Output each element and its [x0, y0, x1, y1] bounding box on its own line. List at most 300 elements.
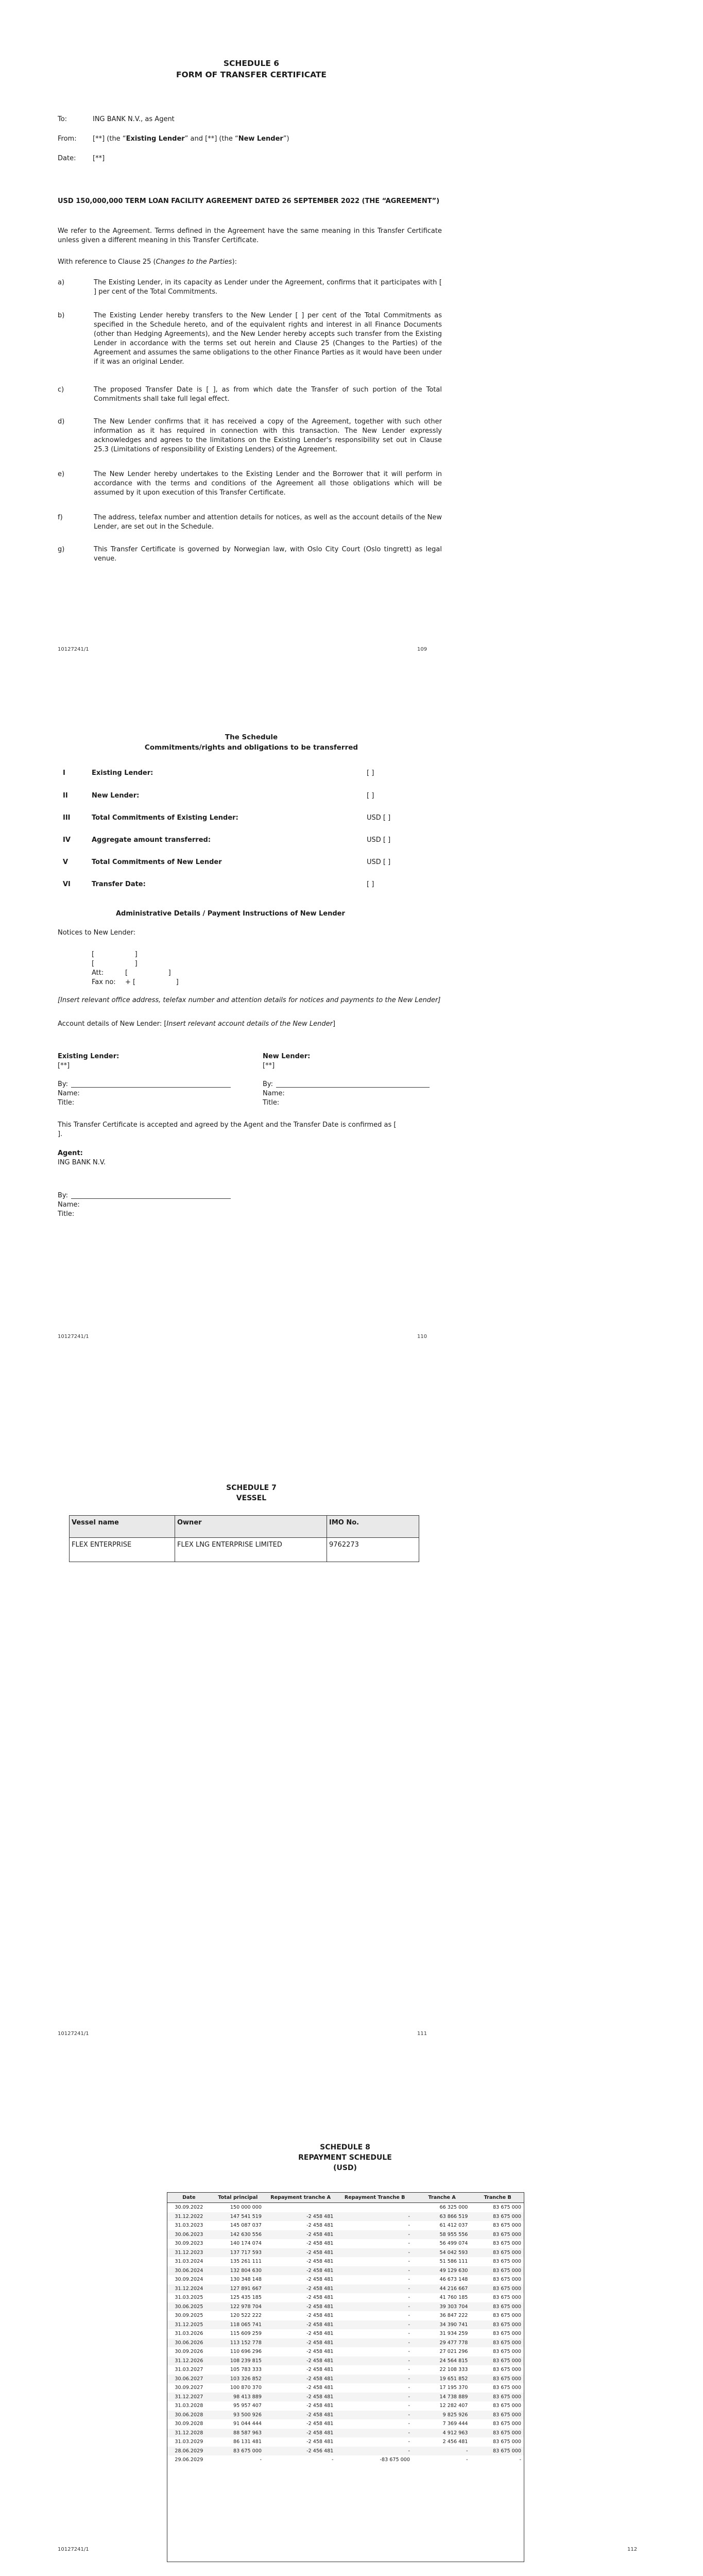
- table-cell: 83 675 000: [493, 2331, 521, 2336]
- existing-lender-label: Existing Lender:: [58, 1053, 119, 1060]
- clause-text: The address, telefax number and attention details for notices, as well as the account details of the New Lender, are set out in the Schedule.: [94, 514, 442, 531]
- page-schedule-6: [0, 0, 703, 703]
- row-number: IV: [63, 836, 71, 844]
- table-cell: 58 955 556: [413, 2230, 471, 2240]
- from-existing-lender: Existing Lender: [126, 135, 185, 143]
- table-cell: -83 675 000: [380, 2457, 410, 2463]
- by-label: By:: [58, 1080, 68, 1088]
- column-header: Owner: [175, 1516, 327, 1538]
- table-cell: 91 044 444: [233, 2421, 262, 2427]
- table-cell: -: [466, 2457, 468, 2463]
- ref-text-1: With reference to Clause 25 (: [58, 258, 156, 266]
- table-row: [167, 2248, 524, 2258]
- table-cell: 98 413 889: [211, 2393, 265, 2402]
- table-cell: 56 499 074: [439, 2241, 468, 2246]
- agent-value: ING BANK N.V.: [58, 1159, 106, 1166]
- table-cell: -: [408, 2349, 410, 2354]
- table-cell: -: [408, 2439, 410, 2445]
- table-cell: 100 870 370: [230, 2385, 262, 2391]
- table-cell: 30.09.2027: [175, 2385, 203, 2391]
- table-cell: -2 458 481: [265, 2393, 336, 2402]
- table-header-row: [167, 2193, 524, 2203]
- table-cell: 22 108 333: [439, 2367, 468, 2372]
- row-number: II: [63, 792, 68, 800]
- table-cell: -: [336, 2338, 413, 2348]
- schedule-6-subtitle: FORM OF TRANSFER CERTIFICATE: [176, 70, 327, 79]
- by-label: By:: [58, 1192, 68, 1199]
- table-cell: 29 477 778: [413, 2338, 471, 2348]
- to-label: To:: [58, 115, 67, 123]
- table-cell: 31.12.2027: [167, 2393, 211, 2402]
- table-cell: 132 804 630: [211, 2266, 265, 2276]
- table-cell: 17 195 370: [439, 2385, 468, 2391]
- row-label: New Lender:: [92, 792, 140, 800]
- table-cell: -: [336, 2230, 413, 2240]
- table-row: [167, 2284, 524, 2294]
- table-cell: 83 675 000: [471, 2212, 524, 2222]
- clause-label: e): [58, 470, 65, 478]
- table-cell: 30.09.2022: [175, 2205, 203, 2210]
- table-cell: -: [408, 2331, 410, 2336]
- table-cell: 83 675 000: [493, 2367, 521, 2372]
- table-cell: -: [408, 2367, 410, 2372]
- table-cell: 4 912 963: [413, 2429, 471, 2438]
- intro-paragraph: We refer to the Agreement. Terms defined in the Agreement have the same meaning in this Transfer Certificate unless given a different meaning in this Transfer Certificate.: [58, 227, 442, 244]
- table-cell: -: [336, 2266, 413, 2276]
- table-cell: 27 021 296: [439, 2349, 468, 2354]
- table-row: [167, 2302, 524, 2312]
- schedule-7-title: SCHEDULE 7: [226, 1484, 277, 1492]
- column-header: IMO No.: [327, 1516, 419, 1538]
- table-cell: 83 675 000: [493, 2385, 521, 2391]
- schedule-row: [58, 769, 470, 779]
- table-cell: -: [336, 2248, 413, 2258]
- table-cell: 113 152 778: [211, 2338, 265, 2348]
- table-row: [167, 2311, 524, 2320]
- schedule-row: [58, 836, 470, 846]
- schedule-subtitle: Commitments/rights and obligations to be transferred: [144, 743, 358, 752]
- owner-cell: FLEX LNG ENTERPRISE LIMITED: [175, 1538, 327, 1562]
- table-header-row: [70, 1516, 419, 1538]
- table-cell: 108 239 815: [211, 2357, 265, 2366]
- row-number: I: [63, 769, 65, 777]
- table-cell: -2 458 481: [306, 2367, 334, 2372]
- reference-paragraph: [58, 258, 442, 267]
- page-number: 111: [417, 2031, 427, 2037]
- table-row: [167, 2239, 524, 2248]
- table-cell: 83 675 000: [471, 2375, 524, 2384]
- table-row: [167, 2393, 524, 2402]
- clause-label: a): [58, 279, 65, 286]
- repayment-table: [167, 2192, 524, 2465]
- imo-cell: 9762273: [327, 1538, 419, 1562]
- signature-line: [71, 1198, 231, 1199]
- table-cell: 150 000 000: [230, 2205, 262, 2210]
- page-number: 110: [417, 1334, 427, 1340]
- table-cell: 83 675 000: [471, 2302, 524, 2312]
- row-value: [ ]: [367, 792, 374, 800]
- table-cell: 93 500 926: [211, 2411, 265, 2420]
- table-cell: 31.12.2023: [167, 2248, 211, 2258]
- table-cell: 31.03.2025: [175, 2295, 203, 2300]
- table-cell: -2 458 481: [265, 2212, 336, 2222]
- table-cell: -: [336, 2302, 413, 2312]
- table-cell: -2 458 481: [265, 2266, 336, 2276]
- table-cell: 105 783 333: [230, 2367, 262, 2372]
- table-cell: -: [336, 2375, 413, 2384]
- table-cell: 41 760 185: [439, 2295, 468, 2300]
- table-cell: 49 129 630: [413, 2266, 471, 2276]
- table-cell: 95 957 407: [233, 2403, 262, 2409]
- table-cell: 83 675 000: [493, 2241, 521, 2246]
- signature-line: [276, 1087, 430, 1088]
- row-number: V: [63, 858, 68, 866]
- table-cell: -: [331, 2457, 334, 2463]
- table-cell: 83 675 000: [493, 2439, 521, 2445]
- to-value: ING BANK N.V., as Agent: [93, 115, 175, 123]
- table-cell: 31.03.2029: [175, 2439, 203, 2445]
- date-label: Date:: [58, 155, 76, 162]
- page-schedule-7: [0, 1414, 703, 2115]
- page-transfer-schedule: [0, 703, 703, 1414]
- table-cell: -2 458 481: [306, 2295, 334, 2300]
- table-cell: 34 390 741: [413, 2320, 471, 2330]
- table-cell: 118 065 741: [211, 2320, 265, 2330]
- clause-text: The New Lender confirms that it has received a copy of the Agreement, together with such other information as it has required in connection with this transaction. The New Lender expressly acknowledges and agrees to the limitations on the Existing Lender's responsibility set out in Clause 25.3 (Limitations of responsibility of Existing Lenders) of the Agreement.: [94, 418, 442, 453]
- table-cell: 2 456 481: [442, 2439, 468, 2445]
- clause-label: f): [58, 514, 63, 521]
- table-cell: 142 630 556: [211, 2230, 265, 2240]
- table-cell: 137 717 593: [211, 2248, 265, 2258]
- by-label: By:: [263, 1080, 273, 1088]
- table-cell: 83 675 000: [471, 2357, 524, 2366]
- table-cell: 30.09.2023: [175, 2241, 203, 2246]
- table-cell: 83 675 000: [493, 2259, 521, 2264]
- table-cell: 83 675 000: [471, 2320, 524, 2330]
- table-cell: [265, 2203, 336, 2212]
- schedule-8-title: SCHEDULE 8: [320, 2143, 370, 2151]
- table-cell: -2 458 481: [265, 2411, 336, 2420]
- insert-note: [Insert relevant office address, telefax number and attention details for notices and payments to the New Lender]: [58, 996, 441, 1004]
- from-text-1: [**] (the “: [93, 135, 126, 143]
- title-label: Title:: [263, 1099, 280, 1107]
- row-number: VI: [63, 880, 71, 888]
- row-value: USD [ ]: [367, 858, 391, 866]
- table-cell: 31.12.2028: [167, 2429, 211, 2438]
- table-cell: 31.12.2024: [167, 2284, 211, 2294]
- schedule-row: [58, 880, 470, 891]
- table-cell: 31.12.2025: [167, 2320, 211, 2330]
- table-cell: 31.03.2026: [175, 2331, 203, 2336]
- account-italic: Insert relevant account details of the New Lender: [166, 1020, 333, 1028]
- row-label: Existing Lender:: [92, 769, 153, 777]
- table-row: [167, 2357, 524, 2366]
- table-row: [167, 2347, 524, 2357]
- table-cell: 83 675 000: [471, 2447, 524, 2456]
- table-cell: -: [336, 2212, 413, 2222]
- row-value: USD [ ]: [367, 836, 391, 844]
- clause-label: c): [58, 386, 64, 394]
- table-cell: -: [336, 2284, 413, 2294]
- table-cell: 30.06.2026: [167, 2338, 211, 2348]
- table-cell: 31 934 259: [439, 2331, 468, 2336]
- row-value: [ ]: [367, 769, 374, 777]
- clause-label: d): [58, 418, 65, 426]
- account-text-1: Account details of New Lender: [: [58, 1020, 167, 1028]
- from-new-lender: New Lender: [238, 135, 283, 143]
- table-cell: -2 458 481: [306, 2259, 334, 2264]
- table-cell: 30.06.2024: [167, 2266, 211, 2276]
- table-cell: 54 042 593: [413, 2248, 471, 2258]
- table-cell: -2 458 481: [265, 2375, 336, 2384]
- table-cell: -2 458 481: [265, 2248, 336, 2258]
- table-cell: -: [336, 2393, 413, 2402]
- table-cell: 83 675 000: [493, 2313, 521, 2318]
- table-row: [167, 2221, 524, 2230]
- table-cell: 120 522 222: [230, 2313, 262, 2318]
- table-cell: -: [408, 2223, 410, 2228]
- agreement-heading: USD 150,000,000 TERM LOAN FACILITY AGREEMENT DATED 26 SEPTEMBER 2022 (THE “AGREEMENT”): [58, 197, 440, 205]
- table-row: [167, 2429, 524, 2438]
- table-cell: 46 673 148: [439, 2277, 468, 2282]
- table-row: [167, 2230, 524, 2240]
- table-cell: -2 458 481: [306, 2313, 334, 2318]
- table-cell: -: [408, 2241, 410, 2246]
- column-header: Tranche B: [471, 2193, 524, 2203]
- table-cell: 66 325 000: [439, 2205, 468, 2210]
- table-cell: -: [408, 2403, 410, 2409]
- table-row: [70, 1538, 419, 1562]
- att-value: [ ]: [125, 969, 171, 977]
- table-row: [167, 2447, 524, 2456]
- table-cell: -: [413, 2447, 471, 2456]
- row-value: USD [ ]: [367, 814, 391, 822]
- table-cell: -: [408, 2277, 410, 2282]
- column-header: Date: [167, 2193, 211, 2203]
- table-cell: 63 866 519: [413, 2212, 471, 2222]
- table-cell: 9 825 926: [413, 2411, 471, 2420]
- table-cell: 83 675 000: [471, 2338, 524, 2348]
- row-label: Aggregate amount transferred:: [92, 836, 211, 844]
- name-label: Name:: [58, 1201, 80, 1209]
- table-cell: 30.09.2028: [175, 2421, 203, 2427]
- table-cell: -: [408, 2421, 410, 2427]
- table-cell: -2 458 481: [306, 2439, 334, 2445]
- table-cell: -2 456 481: [265, 2447, 336, 2456]
- page-number: 112: [627, 2547, 638, 2552]
- name-label: Name:: [58, 1090, 80, 1097]
- table-cell: 83 675 000: [471, 2411, 524, 2420]
- table-cell: -2 458 481: [265, 2320, 336, 2330]
- row-label: Total Commitments of Existing Lender:: [92, 814, 238, 822]
- schedule-6-title: SCHEDULE 6: [223, 59, 280, 68]
- acceptance-text: This Transfer Certificate is accepted and agreed by the Agent and the Transfer Date is confirmed as [ ].: [58, 1121, 445, 1138]
- from-value: [93, 135, 289, 143]
- clause-text: The proposed Transfer Date is [ ], as from which date the Transfer of such portion of the Total Commitments shall take full legal effect.: [94, 386, 442, 403]
- table-cell: -2 458 481: [306, 2349, 334, 2354]
- table-cell: -2 458 481: [265, 2230, 336, 2240]
- schedule-8-currency: (USD): [333, 2164, 357, 2172]
- page-schedule-8: [0, 2115, 703, 2576]
- table-cell: -2 458 481: [306, 2403, 334, 2409]
- row-label: Transfer Date:: [92, 880, 146, 888]
- table-cell: 125 435 185: [230, 2295, 262, 2300]
- table-cell: -2 458 481: [306, 2277, 334, 2282]
- table-cell: 14 738 889: [413, 2393, 471, 2402]
- table-cell: 115 609 259: [230, 2331, 262, 2336]
- table-cell: -2 458 481: [265, 2429, 336, 2438]
- clause-text: The New Lender hereby undertakes to the Existing Lender and the Borrower that it will perform in accordance with the terms and conditions of the Agreement all those obligations which will be assumed by it upon execution of this Transfer Certificate.: [94, 470, 442, 497]
- clause-text: The Existing Lender, in its capacity as Lender under the Agreement, confirms that it participates with [ ] per cent of the Total Commitments.: [94, 279, 442, 296]
- table-row: [167, 2419, 524, 2429]
- table-row: [167, 2455, 524, 2465]
- table-row: [167, 2320, 524, 2330]
- schedule-8-subtitle: REPAYMENT SCHEDULE: [298, 2154, 392, 2162]
- table-cell: 140 174 074: [230, 2241, 262, 2246]
- table-cell: -2 458 481: [265, 2338, 336, 2348]
- table-cell: -: [408, 2313, 410, 2318]
- table-cell: -2 458 481: [306, 2223, 334, 2228]
- table-row: [167, 2212, 524, 2222]
- table-cell: 30.06.2028: [167, 2411, 211, 2420]
- table-cell: 31.03.2024: [175, 2259, 203, 2264]
- table-cell: 83 675 000: [471, 2266, 524, 2276]
- table-cell: -2 458 481: [265, 2302, 336, 2312]
- table-cell: 83 675 000: [493, 2223, 521, 2228]
- notices-label: Notices to New Lender:: [58, 929, 136, 937]
- table-row: [167, 2275, 524, 2284]
- table-row: [167, 2329, 524, 2338]
- table-row: [167, 2411, 524, 2420]
- table-cell: 83 675 000: [471, 2248, 524, 2258]
- table-cell: 28.06.2029: [167, 2447, 211, 2456]
- footer-reference: 10127241/1: [58, 647, 89, 652]
- table-cell: 30.09.2026: [175, 2349, 203, 2354]
- table-cell: -: [336, 2429, 413, 2438]
- table-cell: 83 675 000: [493, 2205, 521, 2210]
- table-row: [167, 2365, 524, 2375]
- table-row: [167, 2203, 524, 2212]
- table-cell: 12 282 407: [439, 2403, 468, 2409]
- ref-italic: Changes to the Parties: [156, 258, 232, 266]
- table-cell: 31.12.2022: [167, 2212, 211, 2222]
- table-cell: -: [260, 2457, 262, 2463]
- table-cell: 31.03.2027: [175, 2367, 203, 2372]
- table-cell: 61 412 037: [439, 2223, 468, 2228]
- att-label: Att:: [92, 969, 104, 977]
- table-cell: 30.06.2025: [167, 2302, 211, 2312]
- footer-reference: 10127241/1: [58, 2031, 89, 2037]
- admin-details-title: Administrative Details / Payment Instructions of New Lender: [116, 910, 345, 918]
- ref-text-2: ):: [232, 258, 237, 266]
- table-cell: 44 216 667: [413, 2284, 471, 2294]
- table-cell: 30.06.2023: [167, 2230, 211, 2240]
- table-cell: 83 675 000: [493, 2403, 521, 2409]
- table-cell: 19 651 852: [413, 2375, 471, 2384]
- agent-label: Agent:: [58, 1149, 83, 1157]
- date-value: [**]: [93, 155, 105, 162]
- table-cell: -: [408, 2295, 410, 2300]
- table-cell: 30.06.2027: [167, 2375, 211, 2384]
- table-cell: -: [336, 2320, 413, 2330]
- clause-label: g): [58, 546, 65, 553]
- table-cell: 31.12.2026: [167, 2357, 211, 2366]
- table-cell: 29.06.2029: [175, 2457, 203, 2463]
- account-details: [58, 1020, 442, 1029]
- table-cell: 127 891 667: [211, 2284, 265, 2294]
- schedule-row: [58, 814, 470, 824]
- notice-line: [ ]: [92, 951, 138, 958]
- from-text-2: ” and [**] (the “: [184, 135, 238, 143]
- table-cell: -2 458 481: [265, 2357, 336, 2366]
- fax-value: + [ ]: [125, 978, 179, 986]
- table-cell: -2 458 481: [306, 2421, 334, 2427]
- table-cell: 83 675 000: [493, 2295, 521, 2300]
- table-cell: 31.03.2028: [175, 2403, 203, 2409]
- schedule-row: [58, 792, 470, 802]
- table-cell: -2 458 481: [306, 2331, 334, 2336]
- table-cell: 83 675 000: [493, 2349, 521, 2354]
- table-cell: -: [408, 2385, 410, 2391]
- table-cell: 30.09.2025: [175, 2313, 203, 2318]
- column-header: Repayment tranche A: [265, 2193, 336, 2203]
- table-cell: 122 978 704: [211, 2302, 265, 2312]
- table-cell: 36 847 222: [439, 2313, 468, 2318]
- from-text-3: ”): [283, 135, 289, 143]
- table-row: [167, 2293, 524, 2302]
- title-label: Title:: [58, 1099, 75, 1107]
- table-row: [167, 2383, 524, 2393]
- table-cell: 83 675 000: [471, 2429, 524, 2438]
- row-value: [ ]: [367, 880, 374, 888]
- table-row: [167, 2257, 524, 2266]
- notice-line: [ ]: [92, 960, 138, 968]
- title-label: Title:: [58, 1210, 75, 1218]
- table-cell: 51 586 111: [439, 2259, 468, 2264]
- table-cell: 88 587 963: [211, 2429, 265, 2438]
- row-number: III: [63, 814, 71, 822]
- new-lender-value: [**]: [263, 1062, 275, 1070]
- table-cell: 83 675 000: [211, 2447, 265, 2456]
- clause-text: This Transfer Certificate is governed by Norwegian law, with Oslo City Court (Oslo tingrett) as legal venue.: [94, 546, 442, 563]
- table-row: [167, 2437, 524, 2447]
- footer-reference: 10127241/1: [58, 1334, 89, 1340]
- clause-label: b): [58, 312, 65, 319]
- clause-text: The Existing Lender hereby transfers to the New Lender [ ] per cent of the Total Commitments as specified in the Schedule hereto, and of the equivalent rights and interest in all Finance Documents (other than Hedging Agreements), and the New Lender hereby accepts such transfer from the Existing Lender in accordance with the terms set out herein and Clause 25 (Changes to the Parties) of the Agreement and assumes the same obligations to the other Finance Parties as it would have been under if it was an original Lender.: [94, 312, 442, 366]
- table-cell: 110 696 296: [230, 2349, 262, 2354]
- new-lender-label: New Lender:: [263, 1053, 311, 1060]
- vessel-name-cell: FLEX ENTERPRISE: [70, 1538, 175, 1562]
- table-cell: -2 458 481: [265, 2284, 336, 2294]
- table-cell: -: [519, 2457, 521, 2463]
- signature-line: [71, 1087, 231, 1088]
- table-cell: 83 675 000: [471, 2284, 524, 2294]
- schedule-title: The Schedule: [225, 733, 278, 741]
- existing-lender-value: [**]: [58, 1062, 70, 1070]
- table-cell: 83 675 000: [493, 2277, 521, 2282]
- table-cell: 39 303 704: [413, 2302, 471, 2312]
- table-cell: -2 458 481: [306, 2241, 334, 2246]
- table-row: [167, 2401, 524, 2411]
- table-cell: [336, 2203, 413, 2212]
- table-cell: 147 541 519: [211, 2212, 265, 2222]
- schedule-7-subtitle: VESSEL: [236, 1494, 267, 1502]
- page-number: 109: [417, 647, 427, 652]
- schedule-row: [58, 858, 470, 869]
- name-label: Name:: [263, 1090, 285, 1097]
- table-cell: -: [336, 2447, 413, 2456]
- table-cell: -: [408, 2259, 410, 2264]
